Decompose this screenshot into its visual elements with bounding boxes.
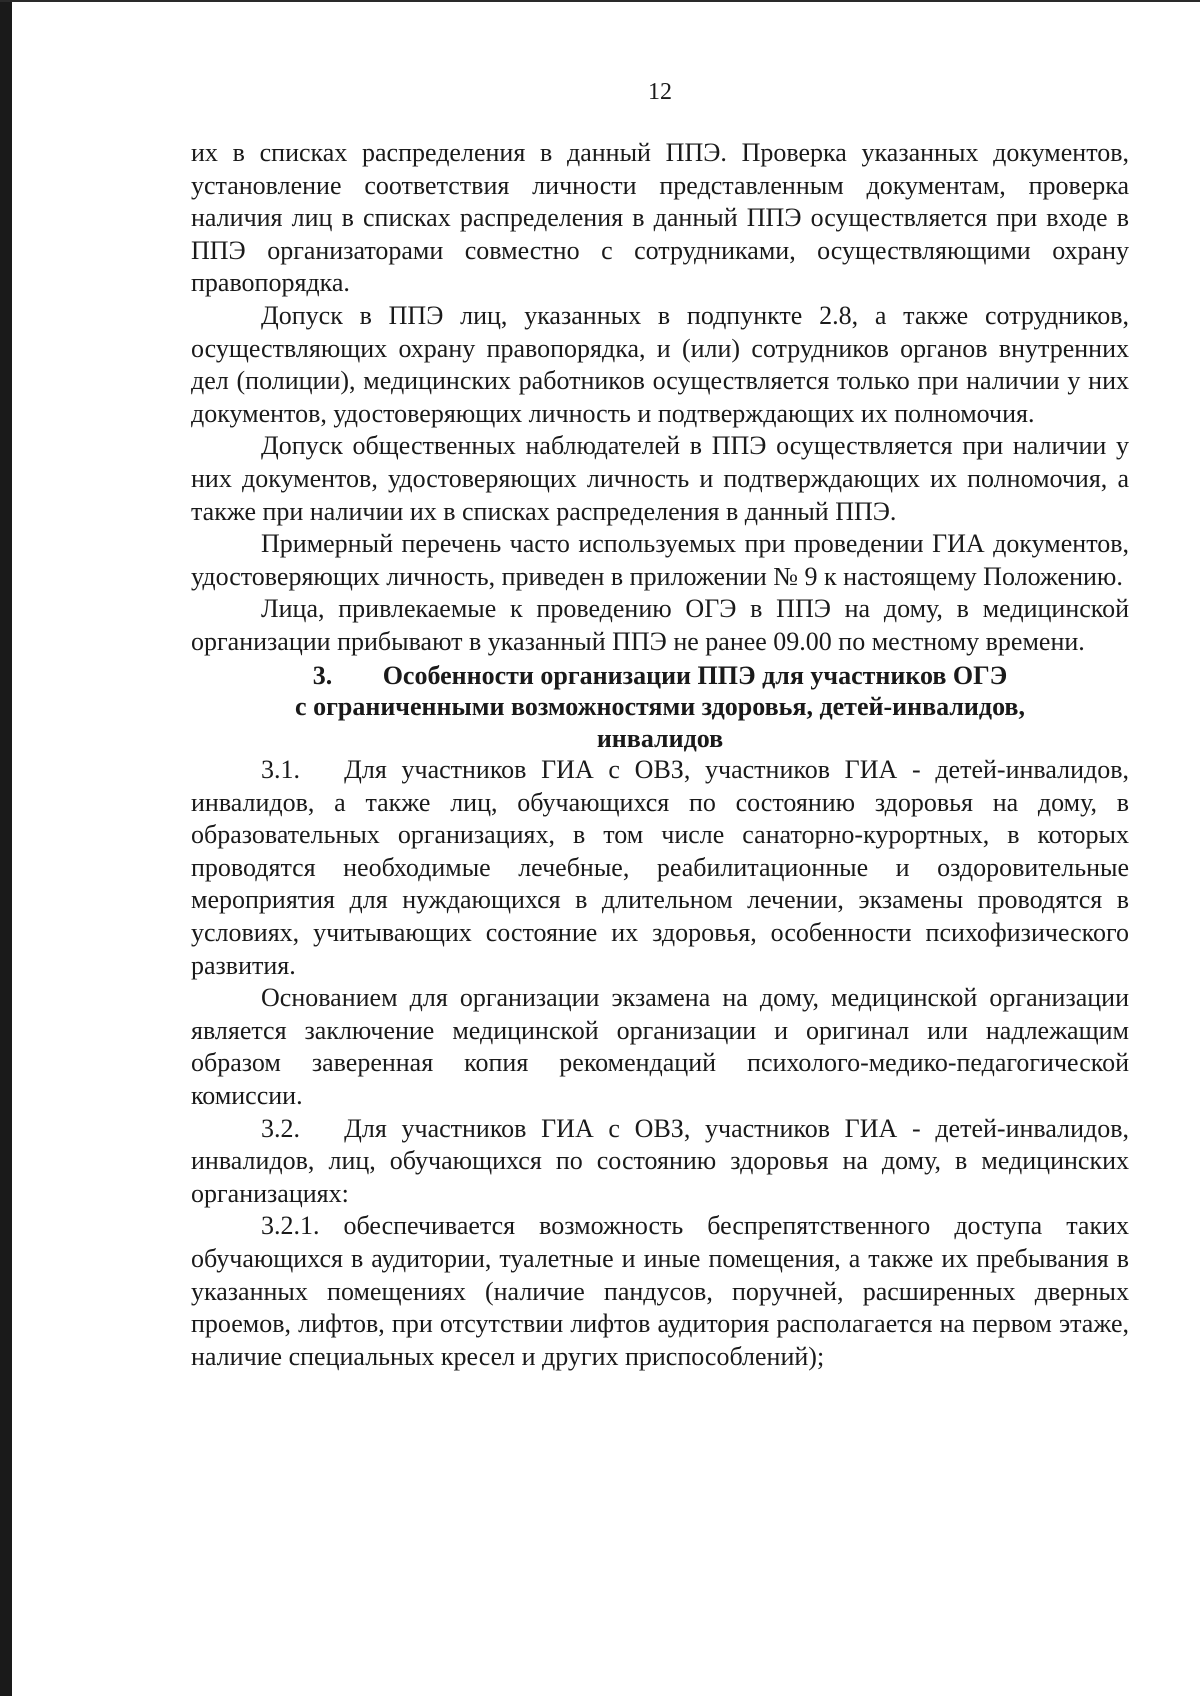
paragraph-3-2: 3.2. Для участников ГИА с ОВЗ, участников ГИА - детей-инвалидов, инвалидов, лиц, обучающихся по состоянию здоровья на дому, в медицинских организациях:: [191, 1113, 1136, 1208]
section-3-title-line2: с ограниченными возможностями здоровья, детей-инвалидов,: [295, 692, 1025, 721]
paragraph-admission-observers: Допуск общественных наблюдателей в ППЭ осуществляется при наличии у них документов, удостоверяющих личность и подтверждающих их полномочия, а также при наличии их в списках распределения в данный ППЭ.: [191, 431, 1129, 526]
document-body: [191, 137, 1136, 1373]
section-3-heading: [191, 660, 1129, 755]
paragraph-documents-list: Примерный перечень часто используемых при проведении ГИА документов, удостоверяющих личность, приведен в приложении № 9 к настоящему Положению.: [191, 529, 1129, 591]
paragraph-3-2-1: 3.2.1. обеспечивается возможность беспрепятственного доступа таких обучающихся в аудитории, туалетные и иные помещения, а также их пребывания в указанных помещениях (наличие пандусов, поручней, расширенных дверных проемов, лифтов, при отсутствии лифтов аудитория располагается на первом этаже, наличие специальных кресел и других приспособлений);: [191, 1211, 1129, 1371]
scan-edge-top: [0, 0, 1200, 2]
section-3-number: 3.: [312, 660, 333, 690]
paragraph-identity-check: их в списках распределения в данный ППЭ. Проверка указанных документов, установление соответствия личности представленным документам, проверка наличия лиц в списках распределения в данный ППЭ осуществляется при входе в ППЭ организаторами совместно с сотрудниками, осуществляющими охрану правопорядка.: [191, 138, 1129, 298]
paragraph-admission-staff: Допуск в ППЭ лиц, указанных в подпункте 2.8, а также сотрудников, осуществляющих охрану правопорядка, и (или) сотрудников органов внутренних дел (полиции), медицинских работников осуществляется только при наличии у них документов, удостоверяющих личность и подтверждающих их полномочия.: [191, 300, 1129, 428]
scan-edge-left: [0, 0, 12, 1696]
paragraph-3-1: 3.1. Для участников ГИА с ОВЗ, участников ГИА - детей-инвалидов, инвалидов, а также лиц, обучающихся по состоянию здоровья на дому, в образовательных организациях, в том числе санаторно-курортных, в которых проводятся необходимые лечебные, реабилитационные и оздоровительные мероприятия для нуждающихся в длительном лечении, экзамены проводятся в условиях, учитывающих состояние их здоровья, особенности психофизического развития.: [191, 755, 1136, 980]
paragraph-3-1-basis: Основанием для организации экзамена на дому, медицинской организации является заключение медицинской организации и оригинал или надлежащим образом заверенная копия рекомендаций психолого-медико-педагогической комиссии.: [191, 983, 1129, 1110]
paragraph-arrival-time: Лица, привлекаемые к проведению ОГЭ в ППЭ на дому, в медицинской организации прибывают в указанный ППЭ не ранее 09.00 по местному времени.: [191, 594, 1129, 656]
section-3-title-line3: инвалидов: [596, 723, 724, 753]
page-number: 12: [648, 79, 672, 105]
section-3-title-line1: Особенности организации ППЭ для участников ОГЭ: [382, 660, 1008, 690]
